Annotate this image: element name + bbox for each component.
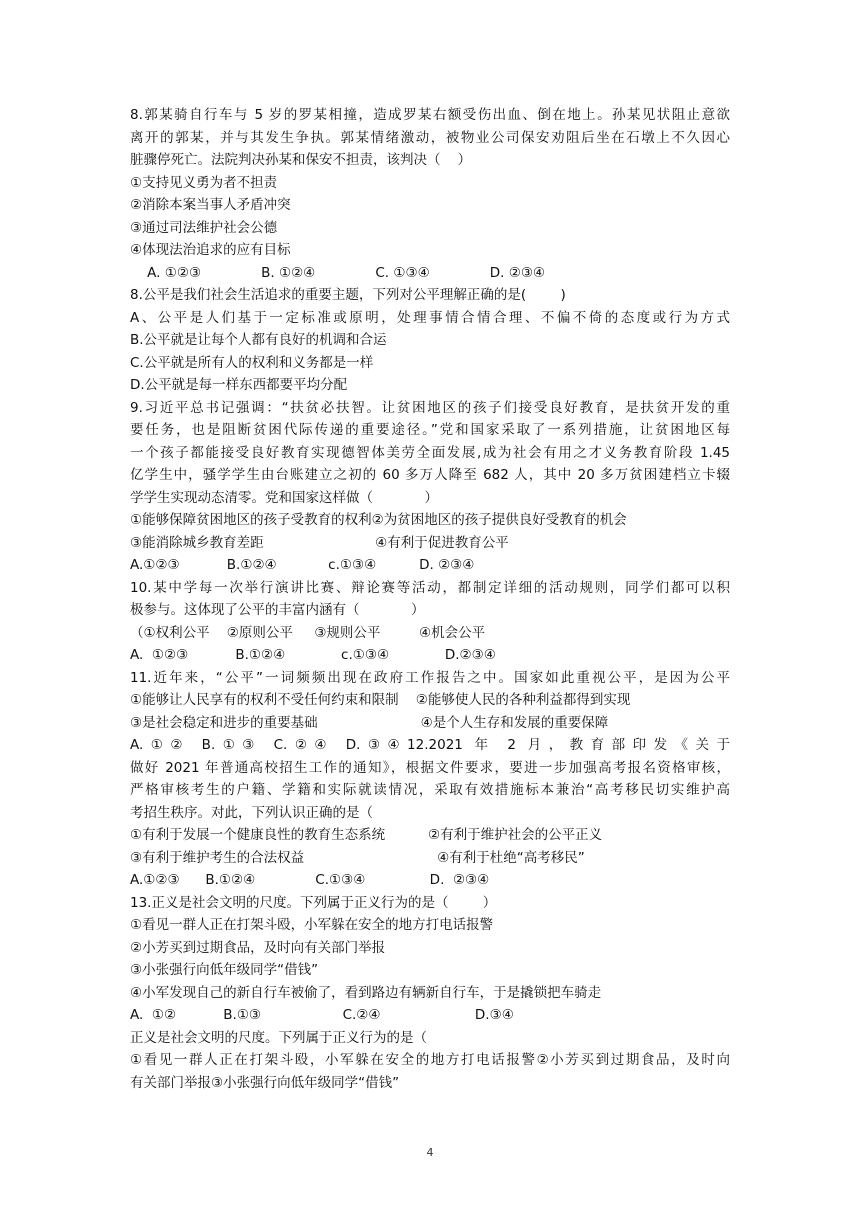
text-line: 亿学生中，骚学学生由台账建立之初的 60 多万人降至 682 人，其中 20 多万贫困建档立卡辍 <box>130 467 730 483</box>
text-line: 做好 2021 年普通高校招生工作的通知》，根据文件要求，要进一步加强高考报名资格审核， <box>130 759 730 776</box>
text-line: ①支持见义勇为者不担责 <box>130 174 278 191</box>
text-line: 正义是社会文明的尺度。下列属于正义行为的是（ <box>130 1029 427 1046</box>
text-line: 脏骤停死亡。法院判决孙某和保安不担责，该判决（ ） <box>130 152 472 168</box>
text-line: 学学生实现动态清零。党和国家这样做（ ） <box>130 489 438 506</box>
text-line: 9.习近平总书记强调：“扶贫必扶智。让贫困地区的孩子们接受良好教育，是扶贫开发的重 <box>130 399 730 416</box>
text-line: 10.某中学每一次举行演讲比赛、辩论赛等活动，都制定详细的活动规则，同学们都可以积 <box>130 579 730 596</box>
text-line: 离开的郭某，并与其发生争执。郭某情绪激动，被物业公司保安劝阻后坐在石墩上不久因心 <box>130 129 730 146</box>
answer-options: A. ①②③ B. ①②④ C. ①③④ D. ②③④ <box>130 264 546 281</box>
page-number: 4 <box>426 1146 434 1159</box>
answer-options: A. ①② B.①③ C.②④ D.③④ <box>130 1007 514 1023</box>
text-line: ②消除本案当事人矛盾冲突 <box>130 197 291 213</box>
text-line: ①看见一群人正在打架斗殴，小军躲在安全的地方打电话报警 <box>130 917 494 933</box>
text-line: ③是社会稳定和进步的重要基础 ④是个人生存和发展的重要保障 <box>130 714 609 731</box>
text-line: ③通过司法维护社会公德 <box>130 219 278 236</box>
text-line: 极参与。这体现了公平的丰富内涵有（ ） <box>130 602 425 618</box>
text-line: D.公平就是每一样东西都要平均分配 <box>130 377 348 393</box>
text-line: ④体现法治追求的应有目标 <box>130 242 291 258</box>
answer-options: A.①② B.①③ C.②④ D.③④12.2021 年 2 月，教育部印发《关于 <box>130 737 730 753</box>
answer-options: A. ①②③ B.①②④ c.①③④ D.②③④ <box>130 647 496 663</box>
text-line: ①看见一群人正在打架斗殴，小军躲在安全的地方打电话报警②小芳买到过期食品，及时向 <box>130 1052 730 1068</box>
text-line: 11.近年来，“公平”一词频频出现在政府工作报告之中。国家如此重视公平，是因为公平 <box>130 669 730 686</box>
answer-options: A.①②③ B.①②④ C.①③④ D. ②③④ <box>130 872 490 888</box>
text-line: ③能消除城乡教育差距 ④有利于促进教育公平 <box>130 534 509 551</box>
text-line: A、公平是人们基于一定标准或原明，处理事情合情合理、不偏不倚的态度或行为方式 <box>130 309 730 326</box>
text-line: ③小张强行向低年级同学“借钱” <box>130 962 319 978</box>
text-line: 要任务，也是阻断贫困代际传递的重要途径。”党和国家采取了一系列措施，让贫困地区每 <box>130 422 730 438</box>
text-line: 一个孩子都能接受良好教育实现德智体美劳全面发展,成为社会有用之才义务教育阶段 1.45 <box>130 444 730 461</box>
text-line: B.公平就是让每个人都有良好的机调和合运 <box>130 332 387 348</box>
text-line: 严格审核考生的户籍、学籍和实际就读情况，采取有效措施标本兼治“高考移民切实维护高 <box>130 782 730 798</box>
text-line: 8.公平是我们社会生活追求的重要主题，下列对公平理解正确的是( ) <box>130 287 566 303</box>
text-line: ④小军发现自己的新自行车被偷了，看到路边有辆新自行车，于是撬锁把车骑走 <box>130 984 602 1001</box>
answer-options: A.①②③ B.①②④ c.①③④ D. ②③④ <box>130 557 475 573</box>
text-line: 考招生秩序。对此，下列认识正确的是（ <box>130 804 373 821</box>
text-line: ③有利于维护考生的合法权益 ④有利于杜绝“高考移民” <box>130 849 585 866</box>
text-line: ①有利于发展一个健康良性的教育生态系统 ②有利于维护社会的公平正义 <box>130 827 603 843</box>
document-body <box>130 104 730 1094</box>
text-line: （①权利公平 ②原则公平 ③规则公平 ④机会公平 <box>130 624 486 641</box>
text-line: 13.正义是社会文明的尺度。下列属于正义行为的是（ ） <box>130 894 497 911</box>
text-line: ②小芳买到过期食品，及时向有关部门举报 <box>130 939 386 956</box>
text-line: ①能够让人民享有的权利不受任何约束和限制 ②能够使人民的各种利益都得到实现 <box>130 692 631 708</box>
text-line: ①能够保障贫困地区的孩子受教育的权利②为贫困地区的孩子提供良好受教育的机会 <box>130 512 627 528</box>
text-line: 有关部门举报③小张强行向低年级同学“借钱” <box>130 1074 400 1091</box>
text-line: C.公平就是所有人的权利和义务都是一样 <box>130 354 374 371</box>
text-line: 8.郭某骑自行车与 5 岁的罗某相撞，造成罗某右额受伤出血、倒在地上。孙某见状阻止意欲 <box>130 107 730 123</box>
